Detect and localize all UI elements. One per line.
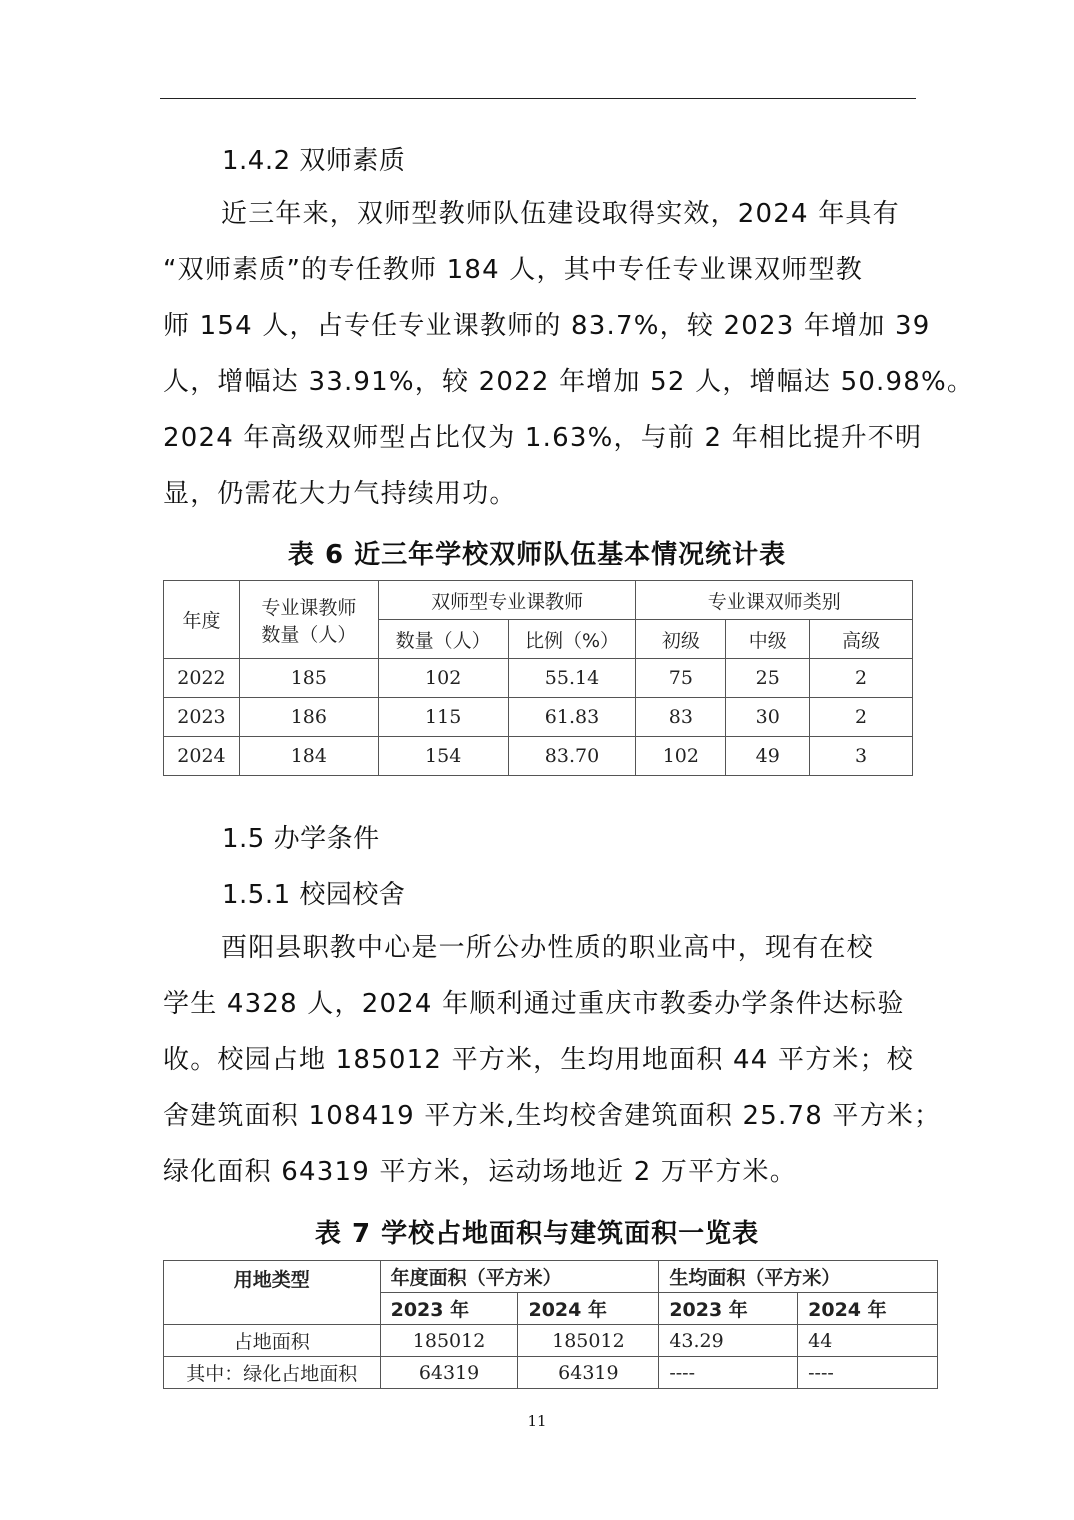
paragraph-line: 人，增幅达 33.91%，较 2022 年增加 52 人，增幅达 50.98%。 (163, 367, 975, 397)
cell-junior: 83 (636, 698, 726, 737)
page-number: 11 (527, 1412, 547, 1430)
header-senior: 高级 (810, 620, 913, 659)
cell-senior: 3 (810, 737, 913, 776)
cell-per-2024: ---- (798, 1357, 938, 1389)
header-teacher-count-line2: 数量（人） (261, 623, 357, 646)
cell-teacher-count: 185 (239, 659, 378, 698)
table6-caption: 表 6 近三年学校双师队伍基本情况统计表 (287, 540, 787, 570)
cell-junior: 102 (636, 737, 726, 776)
paragraph-line: 收。校园占地 185012 平方米，生均用地面积 44 平方米；校 (163, 1045, 914, 1075)
header-dual-count: 数量（人） (378, 620, 508, 659)
table-row (164, 659, 913, 698)
header-year-2024: 2024 年 (798, 1293, 938, 1325)
cell-ratio: 55.14 (508, 659, 636, 698)
cell-area-2024: 185012 (518, 1325, 659, 1357)
cell-dual-count: 115 (378, 698, 508, 737)
header-annual-area: 年度面积（平方米） (380, 1261, 659, 1293)
header-year-2023: 2023 年 (659, 1293, 798, 1325)
cell-year: 2024 (164, 737, 240, 776)
cell-year: 2023 (164, 698, 240, 737)
cell-teacher-count: 184 (239, 737, 378, 776)
header-year-2023: 2023 年 (380, 1293, 518, 1325)
cell-teacher-count: 186 (239, 698, 378, 737)
table7-land-area (163, 1260, 938, 1389)
paragraph-line: 酉阳县职教中心是一所公办性质的职业高中，现有在校 (221, 933, 874, 963)
cell-mid: 49 (726, 737, 810, 776)
table6-dual-teacher-stats (163, 580, 913, 776)
header-year: 年度 (164, 581, 240, 659)
cell-senior: 2 (810, 659, 913, 698)
header-teacher-count-line1: 专业课教师 (261, 596, 357, 619)
paragraph-line: “双师素质”的专任教师 184 人，其中专任专业课双师型教 (163, 255, 863, 285)
paragraph-campus (163, 920, 942, 1200)
table-row (164, 698, 913, 737)
cell-junior: 75 (636, 659, 726, 698)
cell-per-2023: 43.29 (659, 1325, 798, 1357)
table-row (164, 737, 913, 776)
paragraph-line: 2024 年高级双师型占比仅为 1.63%，与前 2 年相比提升不明 (163, 423, 923, 453)
paragraph-dual-teacher (163, 186, 975, 522)
cell-area-2023: 185012 (380, 1325, 518, 1357)
cell-land-type: 其中：绿化占地面积 (164, 1357, 381, 1389)
cell-dual-count: 102 (378, 659, 508, 698)
header-land-type: 用地类型 (164, 1261, 381, 1325)
table7-caption: 表 7 学校占地面积与建筑面积一览表 (314, 1219, 760, 1249)
cell-mid: 30 (726, 698, 810, 737)
header-rule (160, 98, 916, 99)
table-row (164, 1325, 938, 1357)
paragraph-line: 学生 4328 人，2024 年顺利通过重庆市教委办学条件达标验 (163, 989, 905, 1019)
cell-senior: 2 (810, 698, 913, 737)
cell-per-2023: ---- (659, 1357, 798, 1389)
paragraph-line: 舍建筑面积 108419 平方米,生均校舍建筑面积 25.78 平方米； (163, 1101, 942, 1131)
header-dual-teachers: 双师型专业课教师 (378, 581, 636, 620)
header-mid: 中级 (726, 620, 810, 659)
paragraph-line: 绿化面积 64319 平方米，运动场地近 2 万平方米。 (163, 1157, 797, 1187)
header-ratio: 比例（%） (508, 620, 636, 659)
section-heading-1-5: 1.5 办学条件 (222, 824, 380, 854)
header-year-2024: 2024 年 (518, 1293, 659, 1325)
cell-ratio: 61.83 (508, 698, 636, 737)
cell-year: 2022 (164, 659, 240, 698)
header-dual-category: 专业课双师类别 (636, 581, 913, 620)
cell-ratio: 83.70 (508, 737, 636, 776)
section-heading-1-5-1: 1.5.1 校园校舍 (222, 880, 406, 910)
header-per-student-area: 生均面积（平方米） (659, 1261, 938, 1293)
paragraph-line: 近三年来，双师型教师队伍建设取得实效，2024 年具有 (221, 199, 900, 229)
cell-area-2024: 64319 (518, 1357, 659, 1389)
paragraph-line: 显，仍需花大力气持续用功。 (163, 479, 517, 509)
cell-mid: 25 (726, 659, 810, 698)
cell-dual-count: 154 (378, 737, 508, 776)
section-heading-1-4-2: 1.4.2 双师素质 (222, 146, 406, 176)
header-teacher-count (239, 581, 378, 659)
header-junior: 初级 (636, 620, 726, 659)
table-row (164, 1357, 938, 1389)
paragraph-line: 师 154 人，占专任专业课教师的 83.7%，较 2023 年增加 39 (163, 311, 931, 341)
cell-land-type: 占地面积 (164, 1325, 381, 1357)
cell-area-2023: 64319 (380, 1357, 518, 1389)
cell-per-2024: 44 (798, 1325, 938, 1357)
